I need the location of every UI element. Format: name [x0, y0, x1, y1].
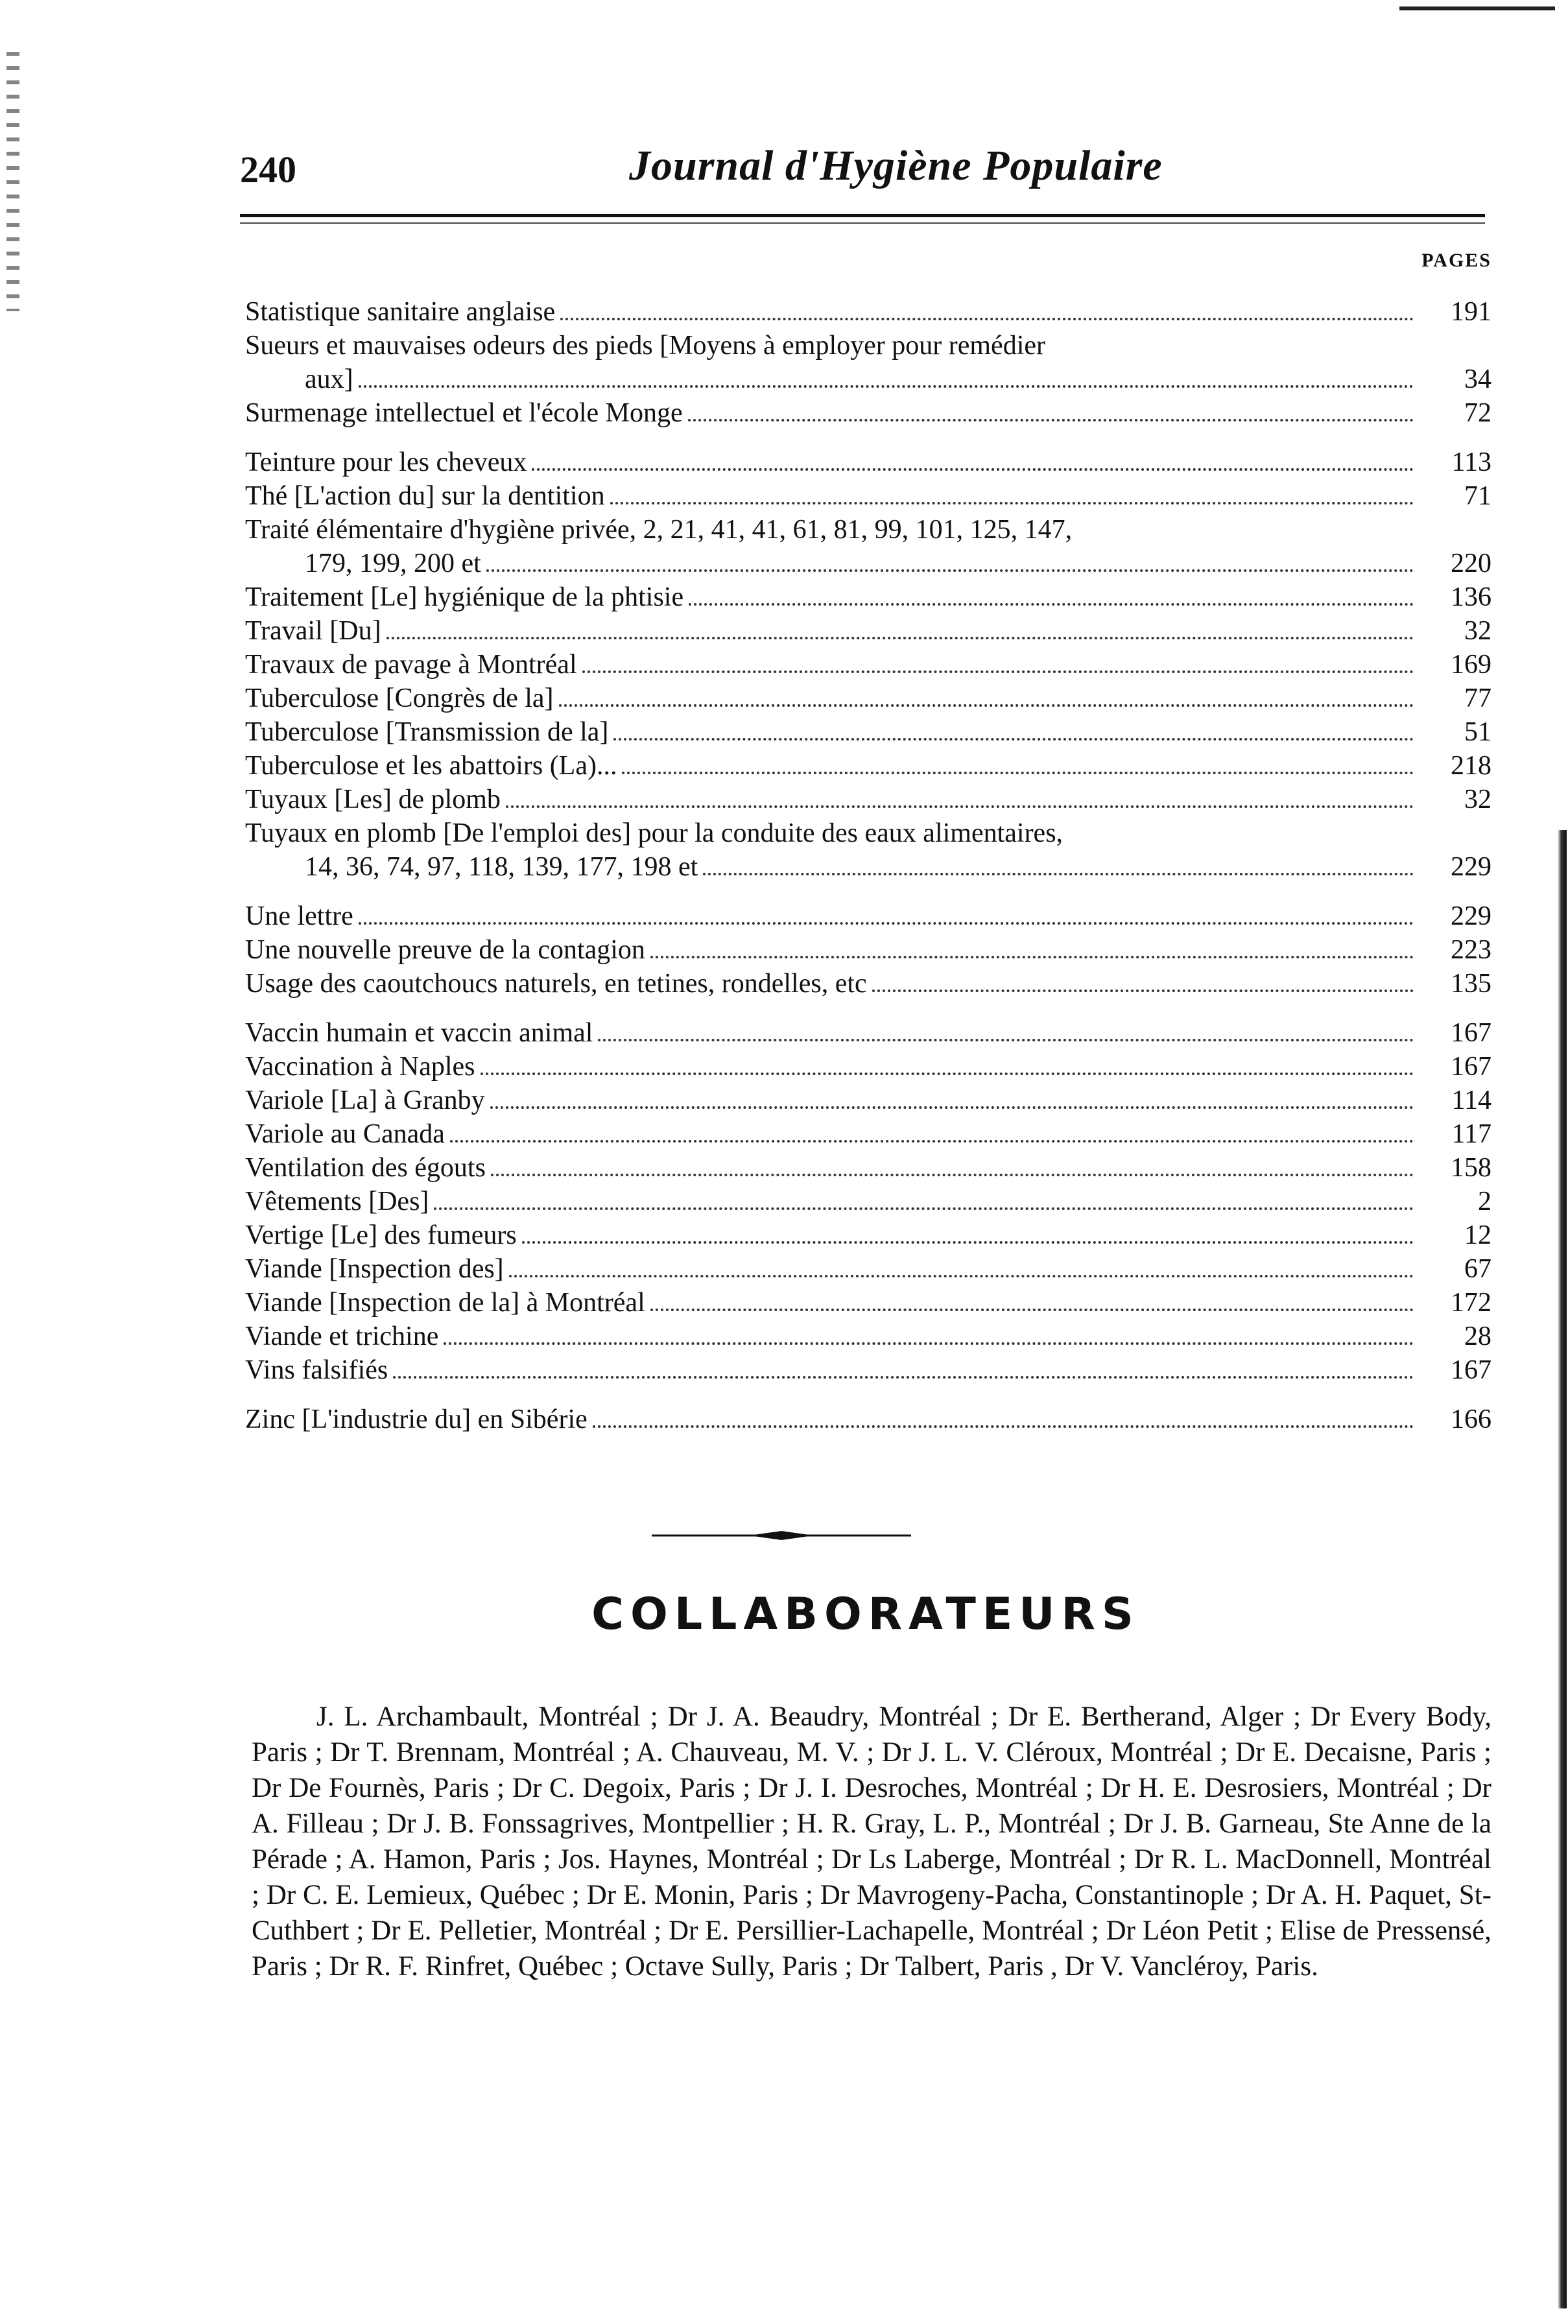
index-entry-label: Une nouvelle preuve de la contagion: [245, 935, 645, 965]
dot-leader: [610, 502, 1414, 504]
journal-title: Journal d'Hygiène Populaire: [629, 142, 1163, 189]
index-page-number: 167: [1451, 1018, 1491, 1048]
dot-leader: [689, 603, 1414, 606]
index-entry: [245, 1050, 1491, 1084]
index-entry-label: Tuyaux en plomb [De l'emploi des] pour la conduite des eaux alimentaires,: [245, 818, 1063, 848]
index-entry: [245, 1151, 1491, 1185]
index-page-number: 158: [1451, 1153, 1491, 1183]
dot-leader: [532, 468, 1414, 471]
index-page-number: 218: [1451, 751, 1491, 781]
index-entry-label: Tuberculose [Transmission de la]: [245, 717, 609, 747]
index-entry: [245, 1117, 1491, 1151]
index-entry-label: Ventilation des égouts: [245, 1153, 486, 1183]
header-rule-thin: [240, 222, 1485, 224]
dot-leader: [486, 569, 1414, 572]
index-page-number: 12: [1464, 1220, 1491, 1250]
index-page-number: 229: [1451, 852, 1491, 882]
index-entry: [245, 479, 1491, 513]
index-entry-label: Vaccin humain et vaccin animal: [245, 1018, 593, 1048]
index-page-number: 114: [1451, 1085, 1491, 1115]
dot-leader: [490, 1106, 1414, 1109]
index-page-number: 220: [1451, 549, 1491, 578]
dot-leader: [393, 1376, 1414, 1379]
index-entry-label: Vins falsifiés: [245, 1355, 388, 1385]
pages-column-label: PAGES: [1421, 250, 1491, 271]
dot-leader: [509, 1275, 1414, 1277]
index-entry-label: Zinc [L'industrie du] en Sibérie: [245, 1405, 588, 1434]
dot-leader: [359, 922, 1414, 925]
index-page-number: 223: [1451, 935, 1491, 965]
index-entry-label: Une lettre: [245, 901, 353, 931]
index-entry-label: Vaccination à Naples: [245, 1052, 475, 1082]
index-entry-label: Traité élémentaire d'hygiène privée, 2, 21, 41, 41, 61, 81, 99, 101, 125, 147,: [245, 515, 1073, 545]
index-page-number: 32: [1464, 785, 1491, 814]
index-page-number: 167: [1451, 1355, 1491, 1385]
index-entry-label: Tuberculose et les abattoirs (La)...: [245, 751, 617, 781]
index-entry-continuation: aux]: [305, 364, 353, 394]
index-page-number: 172: [1451, 1288, 1491, 1318]
index-entry: [245, 513, 1491, 580]
dot-leader: [444, 1342, 1414, 1345]
index-page-number: 77: [1464, 683, 1491, 713]
dot-leader: [582, 670, 1414, 673]
dot-leader: [688, 419, 1414, 421]
index-entry: [245, 1286, 1491, 1320]
index-page-number: 67: [1464, 1254, 1491, 1284]
index-entry: [245, 445, 1491, 479]
index-entry-label: Traitement [Le] hygiénique de la phtisie: [245, 582, 684, 612]
ornament-rule: [652, 1529, 911, 1542]
index-page-number: 113: [1451, 447, 1491, 477]
index-entry: [245, 967, 1491, 1001]
index-entry: [245, 1185, 1491, 1218]
index-page-number: 34: [1464, 364, 1491, 394]
dot-leader: [622, 772, 1414, 774]
scan-left-margin-noise: [6, 52, 19, 311]
index-entry-label: Vertige [Le] des fumeurs: [245, 1220, 517, 1250]
index-entry: [245, 1084, 1491, 1117]
index-entry-label: Viande et trichine: [245, 1322, 439, 1351]
index-entry: [245, 295, 1491, 329]
index-entry: [245, 396, 1491, 430]
dot-leader: [703, 873, 1414, 875]
scan-edge-mark: [1399, 6, 1555, 10]
index-entry-label: Viande [Inspection des]: [245, 1254, 504, 1284]
index-entry: [245, 783, 1491, 816]
index-entry-label: Sueurs et mauvaises odeurs des pieds [Moyens à employer pour remédier: [245, 331, 1045, 361]
index-entry: [245, 1353, 1491, 1387]
index-entry: [245, 715, 1491, 749]
index-page-number: 167: [1451, 1052, 1491, 1082]
dot-leader: [593, 1425, 1414, 1428]
collaborators-title: COLLABORATEURS: [591, 1589, 1140, 1640]
index-entry: [245, 899, 1491, 933]
dot-leader: [506, 805, 1414, 808]
index-entry: [245, 648, 1491, 682]
dot-leader: [434, 1207, 1414, 1210]
dot-leader: [650, 956, 1414, 958]
dot-leader: [559, 704, 1414, 707]
index-entry-label: Vêtements [Des]: [245, 1187, 429, 1216]
index-entry-label: Usage des caoutchoucs naturels, en tetines, rondelles, etc: [245, 969, 867, 999]
dot-leader: [359, 385, 1414, 388]
index-entry: [245, 1403, 1491, 1436]
collaborators-list: J. L. Archambault, Montréal ; Dr J. A. Beaudry, Montréal ; Dr E. Bertherand, Alger ; Dr Every Body, Paris ; Dr T. Brennam, Montréal ; A. Chauveau, M. V. ; Dr J. L. V. Cléroux, Montréal ; Dr E. Decaisne, Paris ; Dr De Fournès, Paris ; Dr C. Degoix, Paris ; Dr J. I. Desroches, Montréal ; Dr H. E. Desrosiers, Montréal ; Dr A. Filleau ; Dr J. B. Fonssagrives, Montpellier ; H. R. Gray, L. P., Montréal ; Dr J. B. Garneau, Ste Anne de la Pérade ; A. Hamon, Paris ; Jos. Haynes, Montréal ; Dr Ls Laberge, Montréal ; Dr R. L. MacDonnell, Montréal ; Dr C. E. Lemieux, Québec ; Dr E. Monin, Paris ; Dr Mavrogeny-Pacha, Constantinople ; Dr A. H. Paquet, St-Cuthbert ; Dr E. Pelletier, Montréal ; Dr E. Persillier-Lachapelle, Montréal ; Dr Léon Petit ; Elise de Pressensé, Paris ; Dr R. F. Rinfret, Québec ; Octave Sully, Paris ; Dr Talbert, Paris , Dr V. Vancléroy, Paris.: [252, 1702, 1491, 1982]
index-entry-label: Variole [La] à Granby: [245, 1085, 485, 1115]
index-entry: [245, 1252, 1491, 1286]
index-entry: [245, 1218, 1491, 1252]
index-entry: [245, 816, 1491, 884]
dot-leader: [598, 1039, 1414, 1041]
index-page-number: 117: [1451, 1119, 1491, 1149]
index-entry: [245, 329, 1491, 396]
index-entry-label: Travail [Du]: [245, 616, 381, 646]
header-rule: [240, 214, 1485, 217]
index-page-number: 166: [1451, 1405, 1491, 1434]
index-entry-continuation: 14, 36, 74, 97, 118, 139, 177, 198 et: [305, 852, 698, 882]
index-entry-continuation: 179, 199, 200 et: [305, 549, 481, 578]
index-entry: [245, 1320, 1491, 1353]
index-entry-label: Teinture pour les cheveux: [245, 447, 527, 477]
index-page-number: 136: [1451, 582, 1491, 612]
index-page-number: 72: [1464, 398, 1491, 428]
index-page-number: 135: [1451, 969, 1491, 999]
index-page-number: 51: [1464, 717, 1491, 747]
index-page-number: 28: [1464, 1322, 1491, 1351]
index-entry: [245, 580, 1491, 614]
index-entry-label: Tuberculose [Congrès de la]: [245, 683, 554, 713]
dot-leader: [872, 990, 1414, 992]
index-entry-label: Tuyaux [Les] de plomb: [245, 785, 501, 814]
dot-leader: [613, 738, 1414, 741]
index-page-number: 2: [1478, 1187, 1491, 1216]
dot-leader: [386, 637, 1414, 639]
dot-leader: [650, 1309, 1414, 1311]
dot-leader: [560, 318, 1414, 320]
index-entry-label: Thé [L'action du] sur la dentition: [245, 481, 605, 511]
index-page-number: 229: [1451, 901, 1491, 931]
index-entry: [245, 933, 1491, 967]
dot-leader: [481, 1073, 1414, 1075]
dot-leader: [450, 1140, 1414, 1143]
index-entry-label: Statistique sanitaire anglaise: [245, 297, 556, 327]
index-entry: [245, 1016, 1491, 1050]
index-page-number: 169: [1451, 650, 1491, 680]
dot-leader: [522, 1241, 1414, 1244]
index-entry-label: Travaux de pavage à Montréal: [245, 650, 577, 680]
dot-leader: [491, 1174, 1414, 1176]
index-entry: [245, 682, 1491, 715]
index-list: [245, 295, 1491, 1436]
index-page-number: 71: [1464, 481, 1491, 511]
index-entry-label: Variole au Canada: [245, 1119, 445, 1149]
index-entry: [245, 614, 1491, 648]
index-page-number: 32: [1464, 616, 1491, 646]
page-number: 240: [240, 148, 296, 191]
index-entry-label: Surmenage intellectuel et l'école Monge: [245, 398, 683, 428]
index-page-number: 191: [1451, 297, 1491, 327]
index-entry: [245, 749, 1491, 783]
index-entry-label: Viande [Inspection de la] à Montréal: [245, 1288, 645, 1318]
running-head: [240, 136, 1498, 195]
scan-right-edge-shadow: [1558, 830, 1567, 2308]
